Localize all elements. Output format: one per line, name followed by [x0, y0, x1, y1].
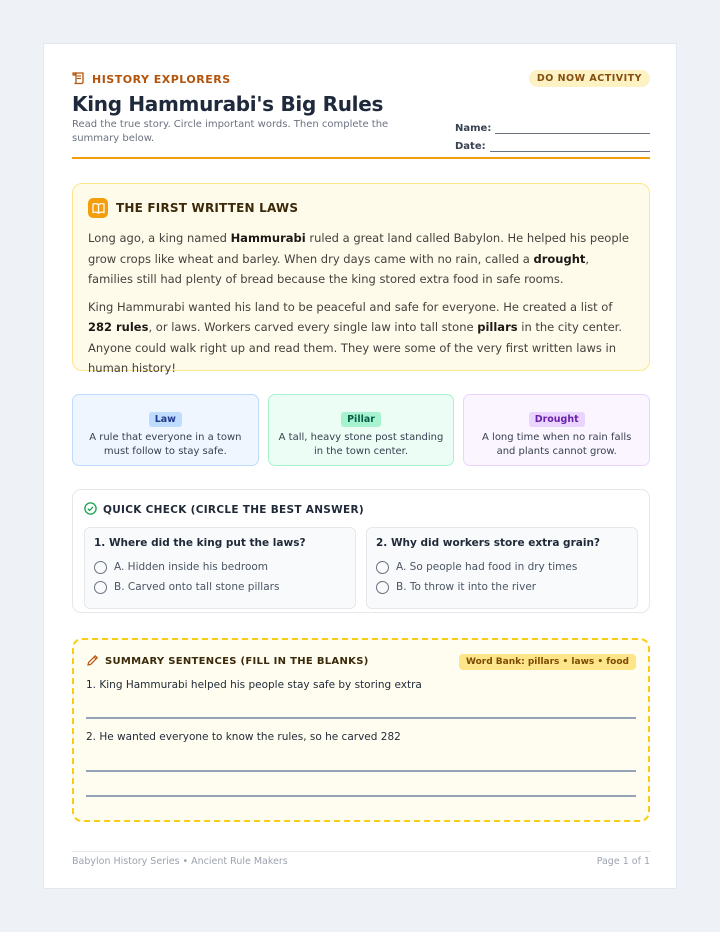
vocab-definition: A tall, heavy stone post standing in the town center.: [278, 432, 444, 457]
story-paragraph-1: [88, 228, 634, 290]
student-info-fields: [455, 116, 650, 152]
answer-option[interactable]: [94, 557, 346, 577]
brand: [72, 70, 231, 89]
story-box: [72, 183, 650, 375]
radio-circle[interactable]: [94, 581, 107, 594]
book-icon: [88, 198, 108, 218]
header-top-row: [72, 70, 650, 90]
footer-series: Babylon History Series • Ancient Rule Makers: [72, 856, 288, 867]
answer-blank-2[interactable]: [86, 770, 636, 772]
answer-option[interactable]: [376, 557, 628, 577]
vocab-word: Pillar: [341, 412, 381, 427]
vocab-word: Drought: [529, 412, 585, 427]
question-2: [366, 527, 638, 609]
date-label: Date:: [455, 141, 486, 152]
option-label: A. Hidden inside his bedroom: [114, 561, 269, 573]
name-field[interactable]: [455, 116, 650, 134]
date-field[interactable]: [455, 134, 650, 152]
option-label: B. To throw it into the river: [396, 581, 537, 593]
question-1: [84, 527, 356, 609]
quick-check-header: [84, 500, 638, 519]
story-paragraph-2: [88, 297, 634, 379]
key-word: 282 rules: [88, 320, 149, 334]
key-word: Hammurabi: [230, 231, 306, 245]
answer-option[interactable]: [94, 577, 346, 597]
radio-circle[interactable]: [376, 581, 389, 594]
page-number: Page 1 of 1: [596, 856, 650, 867]
quick-check-section: [72, 489, 650, 613]
name-label: Name:: [455, 123, 492, 134]
story-text: King Hammurabi wanted his land to be peaceful and safe for everyone. He created a list of: [88, 299, 613, 314]
story-text: in the city center. Anyone could walk right up and read them. They were some of the very first written laws in human history!: [88, 320, 623, 375]
option-label: B. Carved onto tall stone pillars: [114, 581, 280, 593]
date-line[interactable]: [490, 142, 650, 152]
vocab-definition: A rule that everyone in a town must follow to stay safe.: [89, 432, 242, 457]
story-text: , families still had plenty of bread because the king stored extra food in safe rooms.: [88, 251, 590, 286]
vocab-card-pillar: [268, 394, 455, 466]
vocab-card-drought: [463, 394, 650, 466]
story-header: [88, 198, 634, 218]
question-text: 2. Why did workers store extra grain?: [376, 537, 601, 549]
name-line[interactable]: [495, 124, 650, 134]
key-word: pillars: [477, 320, 518, 334]
vocab-definition: A long time when no rain falls and plants cannot grow.: [482, 432, 632, 457]
radio-circle[interactable]: [376, 561, 389, 574]
worksheet-page: [43, 43, 677, 889]
vocab-word: Law: [149, 412, 182, 427]
page-footer: [72, 851, 650, 867]
quick-check-title: QUICK CHECK (CIRCLE THE BEST ANSWER): [103, 503, 364, 516]
summary-section: [72, 638, 650, 822]
check-circle-icon: [84, 500, 97, 519]
key-word: drought: [533, 251, 586, 266]
story-text: ruled a great land called Babylon. He helped his people grow crops like wheat and barley. When dry days came with no rain, called a: [88, 231, 629, 266]
page-title: King Hammurabi's Big Rules: [72, 92, 384, 116]
summary-header: [86, 652, 636, 671]
answer-blank-3[interactable]: [86, 795, 636, 797]
activity-badge: DO NOW ACTIVITY: [529, 70, 650, 87]
header-divider: [72, 157, 650, 159]
option-label: A. So people had food in dry times: [396, 561, 578, 573]
vocab-card-law: [72, 394, 259, 466]
story-text: , or laws. Workers carved every single law into tall stone: [148, 320, 478, 334]
instructions-text: Read the true story. Circle important words. Then complete the summary below.: [72, 119, 389, 144]
answer-blank-1[interactable]: [86, 717, 636, 719]
summary-title: SUMMARY SENTENCES (FILL IN THE BLANKS): [105, 656, 369, 667]
vocabulary-cards: [72, 394, 650, 466]
answer-option[interactable]: [376, 577, 628, 597]
summary-sentence-1: 1. King Hammurabi helped his people stay safe by storing extra: [86, 679, 422, 691]
summary-sentence-2: 2. He wanted everyone to know the rules, so he carved 282: [86, 731, 401, 743]
word-bank: Word Bank: pillars • laws • food: [459, 654, 636, 670]
story-text: Long ago, a king named: [88, 231, 231, 245]
brand-label: HISTORY EXPLORERS: [92, 73, 231, 86]
radio-circle[interactable]: [94, 561, 107, 574]
story-title: THE FIRST WRITTEN LAWS: [116, 201, 299, 215]
pencil-icon: [86, 652, 99, 671]
question-text: 1. Where did the king put the laws?: [94, 537, 306, 549]
scroll-icon: [72, 70, 86, 89]
